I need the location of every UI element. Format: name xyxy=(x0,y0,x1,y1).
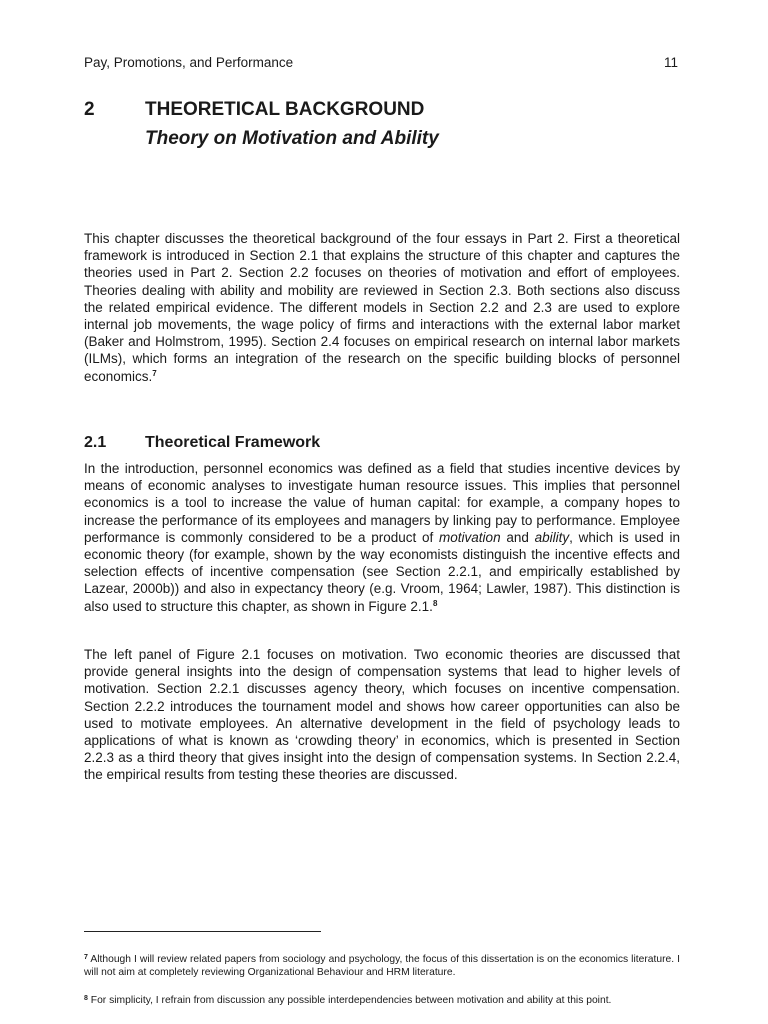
emphasis-ability: ability xyxy=(534,529,570,545)
footnote-divider xyxy=(84,931,321,932)
chapter-number: 2 xyxy=(84,99,95,120)
chapter-subtitle: Theory on Motivation and Ability xyxy=(145,128,439,149)
section-title: Theoretical Framework xyxy=(145,434,321,451)
running-title: Pay, Promotions, and Performance xyxy=(84,55,294,70)
footnote-mark: 8 xyxy=(84,995,88,1002)
section-heading xyxy=(84,434,320,452)
paragraph-text: In the introduction, personnel economics was defined as a field that studies incentive devices by means of economic analyses to investigate human resource issues. This implies that personnel economics is a tool to increase the value of human capital: for example, a company hopes to increase the performance of its employees and managers by linking pay to performance. Employee performance is commonly considered to be a product of xyxy=(84,461,680,545)
running-header xyxy=(84,55,678,70)
page-number: 11 xyxy=(663,55,678,70)
paragraph-text: and xyxy=(500,529,535,545)
footnote-8 xyxy=(84,994,680,1007)
paragraph-text: The left panel of Figure 2.1 focuses on motivation. Two economic theories are discussed that provide general insights into the design of compensation systems that lead to higher levels of motivation. Section 2.2.1 discusses agency theory, which focuses on incentive compensation. Section 2.2.2 introduces the tournament model and shows how career opportunities can also be used to motivate employees. An alternative development in the field of psychology leads to applications of what is known as ‘crowding theory’ in economics, which is presented in Section 2.2.3 as a third theory that gives insight into the design of compensation systems. In Section 2.2.4, the empirical results from testing these theories are discussed. xyxy=(84,647,680,783)
footnote-text: For simplicity, I refrain from discussion any possible interdependencies between motivation and ability at this point. xyxy=(90,995,612,1006)
intro-paragraph xyxy=(84,230,680,385)
paragraph-text: , which is used in economic theory (for example, shown by the way economists distinguish the incentive effects and selection effects of incentive compensation (see Section 2.2.1, and empirically established by Lazear, 2000b)) and also in expectancy theory (e.g. Vroom, 1964; Lawler, 1987). This distinction is also used to structure this chapter, as shown in Figure 2.1. xyxy=(84,529,681,614)
footnote-7 xyxy=(84,953,680,979)
footnote-ref-8[interactable]: 8 xyxy=(432,598,438,608)
intro-text: This chapter discusses the theoretical background of the four essays in Part 2. First a theoretical framework is introduced in Section 2.1 that explains the structure of this chapter and captures the theories used in Part 2. Section 2.2 focuses on theories of motivation and effort of employees. Theories dealing with ability and mobility are reviewed in Section 2.3. Both sections also discuss the related empirical evidence. The different models in Section 2.2 and 2.3 are used to explore internal job movements, the wage policy of firms and interactions with the external labor market (Baker and Holmstrom, 1995). Section 2.4 focuses on empirical research on internal labor markets (ILMs), which forms an integration of the research on the specific building blocks of personnel economics. xyxy=(84,231,680,384)
footnote-ref-7[interactable]: 7 xyxy=(152,368,157,378)
section-number: 2.1 xyxy=(84,434,107,451)
footnote-mark: 7 xyxy=(84,954,88,961)
chapter-title: THEORETICAL BACKGROUND xyxy=(145,99,425,120)
footnote-text: Although I will review related papers from sociology and psychology, the focus of this dissertation is on the economics literature. I will not aim at completely reviewing Organizational Behaviour and HRM literature. xyxy=(84,954,680,978)
framework-paragraph-2 xyxy=(84,646,680,784)
framework-paragraph-1 xyxy=(84,460,680,615)
emphasis-motivation: motivation xyxy=(439,529,501,545)
